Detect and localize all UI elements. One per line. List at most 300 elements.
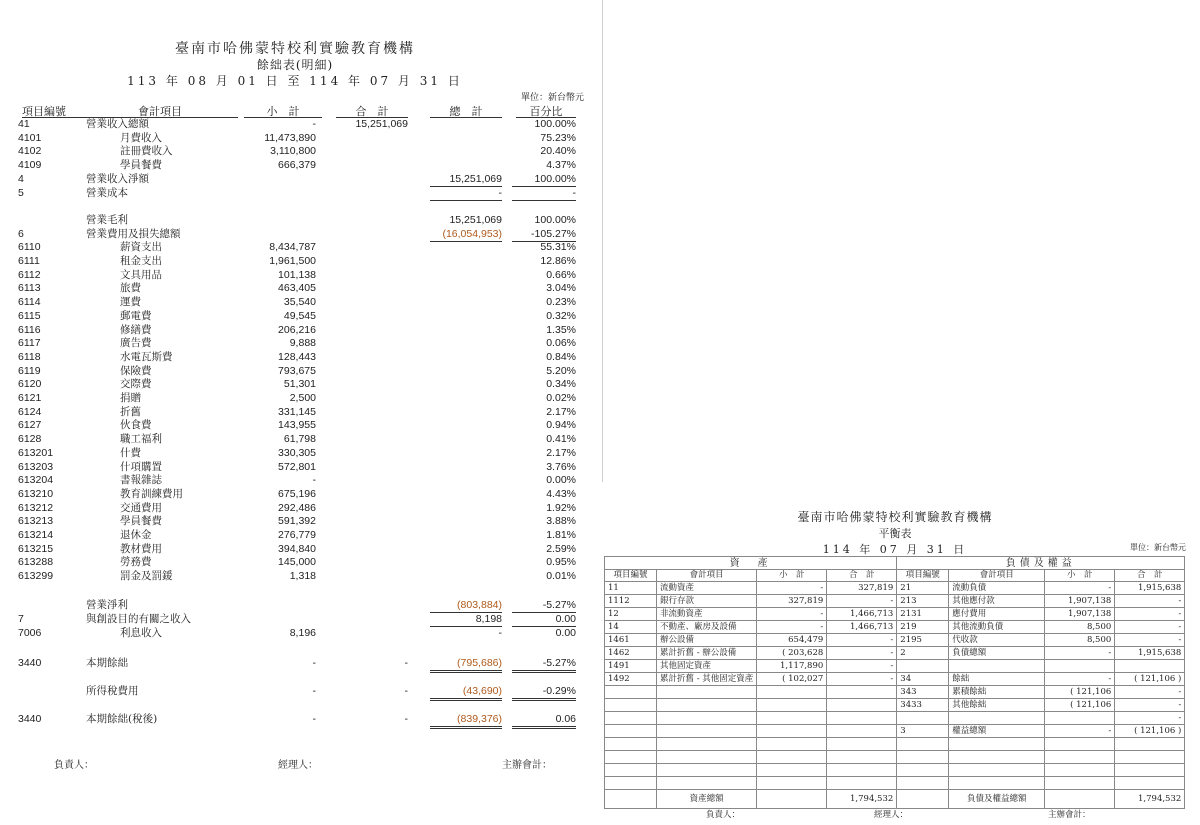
- income-row-subtotal: 3,110,800: [270, 145, 316, 158]
- balance-cell: [1115, 764, 1185, 777]
- balance-cell: [1045, 738, 1115, 751]
- balance-cell: ( 121,106: [1045, 686, 1115, 699]
- income-row-total: -: [404, 657, 408, 669]
- balance-cell: [827, 764, 897, 777]
- income-row: [0, 117, 600, 131]
- balance-cell: 219: [897, 621, 949, 634]
- income-row: [0, 268, 600, 282]
- balance-cell: -: [827, 634, 897, 647]
- income-row-name: 與創設目的有關之收入: [86, 613, 191, 625]
- balance-cell: [657, 777, 757, 790]
- income-row-percent: 2.59%: [546, 542, 576, 555]
- balance-cell: 3: [897, 725, 949, 738]
- income-row-percent: 0.23%: [546, 296, 576, 309]
- balance-cell: 小 計: [1045, 570, 1115, 582]
- income-row-name: 租金支出: [120, 255, 162, 267]
- income-row-name: 營業成本: [86, 186, 128, 199]
- balance-cell: [757, 686, 827, 699]
- income-sign-manager: 經理人：: [278, 760, 318, 771]
- income-row-code: 613204: [18, 474, 54, 487]
- balance-cell: -: [1045, 725, 1115, 738]
- income-row-percent: 2.17%: [546, 446, 576, 459]
- balance-cell: 負債總額: [949, 647, 1045, 660]
- income-row: [0, 336, 600, 350]
- income-row-percent: 3.04%: [546, 282, 576, 295]
- balance-org-title: 臺南市哈佛蒙特校利實驗教育機構: [797, 510, 993, 524]
- income-row-percent: 0.02%: [546, 392, 576, 404]
- balance-cell: -: [1045, 673, 1115, 686]
- balance-cell: 327,819: [827, 582, 897, 595]
- balance-cell: 1461: [605, 634, 657, 647]
- balance-cell: 累計折舊 - 辦公設備: [657, 647, 757, 660]
- income-row-code: 6117: [18, 337, 41, 350]
- balance-cell: 會計項目: [657, 570, 757, 582]
- balance-cell: [949, 751, 1045, 764]
- income-period: 113 年 08 月 01 日 至 114 年 07 月 31 日: [127, 74, 463, 88]
- income-row-percent: 0.84%: [546, 350, 576, 363]
- income-row-percent: 2.17%: [546, 405, 576, 418]
- income-row-subtotal: 49,545: [283, 309, 316, 322]
- balance-cell: [897, 764, 949, 777]
- balance-cell: 負債及權益總額: [949, 790, 1045, 809]
- balance-date: 114 年 07 月 31 日: [822, 543, 968, 556]
- balance-cell: -: [757, 608, 827, 621]
- balance-cell: 不動產、廠房及設備: [657, 621, 757, 634]
- income-row: [0, 144, 600, 158]
- income-row-subtotal: 143,955: [278, 419, 316, 432]
- income-row-code: 6116: [18, 323, 41, 336]
- balance-cell: -: [1115, 595, 1185, 608]
- income-row-name: 罰金及罰鍰: [120, 570, 173, 583]
- balance-cell: -: [1115, 621, 1185, 634]
- balance-cell: 1,466,713: [827, 608, 897, 621]
- income-row-subtotal: 8,196: [289, 627, 316, 639]
- income-row-percent: 0.01%: [546, 570, 576, 583]
- balance-cell: 1,907,138: [1045, 595, 1115, 608]
- income-sign-owner: 負責人：: [54, 760, 94, 771]
- balance-sign-manager: 經理人：: [874, 810, 909, 820]
- balance-cell: 流動資產: [657, 582, 757, 595]
- income-row-percent: 0.00: [512, 612, 576, 627]
- income-row-subtotal: 35,540: [283, 296, 316, 309]
- assets-section-header: 資 產: [605, 557, 897, 570]
- balance-cell: -: [1115, 712, 1185, 725]
- balance-cell: [827, 725, 897, 738]
- income-row-subtotal: 145,000: [278, 556, 316, 569]
- balance-cell: ( 121,106: [1045, 699, 1115, 712]
- balance-cell: 合 計: [1115, 570, 1185, 582]
- balance-cell: 1492: [605, 673, 657, 686]
- balance-cell: -: [827, 673, 897, 686]
- balance-cell: -: [757, 621, 827, 634]
- balance-unit: 單位：新台幣元: [1130, 543, 1186, 552]
- income-row-code: 41: [18, 118, 30, 130]
- balance-cell: -: [757, 582, 827, 595]
- balance-cell: 11: [605, 582, 657, 595]
- income-row: [0, 295, 600, 309]
- income-row-percent: 0.34%: [546, 378, 576, 391]
- balance-cell: 2131: [897, 608, 949, 621]
- income-row-code: 6114: [18, 296, 41, 309]
- balance-cell: 34: [897, 673, 949, 686]
- income-sign-accountant: 主辦會計：: [502, 760, 552, 771]
- balance-sign-owner: 負責人：: [706, 810, 741, 820]
- balance-row: [605, 595, 1185, 608]
- balance-cell: [605, 764, 657, 777]
- income-row: [0, 131, 600, 145]
- page-divider: [602, 0, 603, 482]
- income-row-subtotal: 1,318: [289, 570, 316, 583]
- income-row: [0, 555, 600, 569]
- income-row: [0, 240, 600, 254]
- balance-row: [605, 777, 1185, 790]
- balance-cell: 辦公設備: [657, 634, 757, 647]
- balance-cell: 代收款: [949, 634, 1045, 647]
- balance-cell: -: [827, 660, 897, 673]
- income-row-subtotal: -: [312, 713, 316, 725]
- balance-cell: 權益總額: [949, 725, 1045, 738]
- balance-cell: 項目編號: [605, 570, 657, 582]
- income-row-name: 教育訓練費用: [120, 487, 183, 500]
- balance-sign-accountant: 主辦會計：: [1048, 810, 1091, 820]
- income-row-code: 613213: [18, 515, 54, 528]
- income-row-code: 6111: [18, 255, 40, 267]
- income-row-percent: 0.00%: [546, 474, 576, 487]
- income-header-grand: 總 計: [430, 103, 502, 118]
- income-row-percent: 0.94%: [546, 419, 576, 432]
- income-row-grand-total: (839,376): [430, 712, 502, 729]
- income-row-name: 註冊費收入: [120, 145, 173, 158]
- balance-cell: 小 計: [757, 570, 827, 582]
- income-org-title: 臺南市哈佛蒙特校利實驗教育機構: [175, 41, 415, 57]
- income-row-code: 4109: [18, 159, 42, 172]
- income-row-name: 所得稅費用: [86, 685, 139, 697]
- income-row-name: 本期餘絀: [86, 657, 128, 669]
- income-row-code: 6113: [18, 282, 41, 295]
- income-row: [0, 364, 600, 378]
- income-row-code: 613210: [18, 487, 54, 500]
- income-row-name: 利息收入: [120, 627, 162, 639]
- income-row-percent: 20.40%: [540, 145, 576, 158]
- income-row: [0, 227, 600, 241]
- balance-cell: [827, 777, 897, 790]
- balance-cell: 非流動資產: [657, 608, 757, 621]
- balance-cell: 累計折舊 - 其他固定資產: [657, 673, 757, 686]
- balance-cell: [1045, 777, 1115, 790]
- income-row-subtotal: 1,961,500: [269, 255, 316, 267]
- income-row: [0, 514, 600, 528]
- income-row-name: 旅費: [120, 282, 141, 295]
- income-row-subtotal: -: [312, 474, 316, 487]
- balance-row: [605, 621, 1185, 634]
- balance-cell: 213: [897, 595, 949, 608]
- balance-cell: 343: [897, 686, 949, 699]
- income-row-name: 營業毛利: [86, 213, 128, 226]
- balance-cell: [757, 738, 827, 751]
- income-header-total: 合 計: [336, 103, 408, 118]
- balance-cell: [949, 764, 1045, 777]
- income-row-total: 15,251,069: [355, 118, 408, 130]
- income-row-name: 廣告費: [120, 337, 152, 350]
- income-row-percent: 75.23%: [540, 131, 576, 144]
- income-row-percent: -0.29%: [512, 684, 576, 701]
- income-row-code: 6110: [18, 241, 41, 254]
- balance-cell: -: [1115, 686, 1185, 699]
- income-row: [0, 626, 600, 640]
- income-row-name: 勞務費: [120, 556, 152, 569]
- balance-cell: 12: [605, 608, 657, 621]
- balance-cell: [757, 751, 827, 764]
- balance-cell: [897, 738, 949, 751]
- balance-total-row: [605, 790, 1185, 809]
- income-row-subtotal: -: [312, 118, 316, 130]
- income-row: [0, 377, 600, 391]
- balance-cell: ( 102,027: [757, 673, 827, 686]
- income-row-subtotal: 61,798: [283, 433, 316, 446]
- balance-cell: 餘絀: [949, 673, 1045, 686]
- income-row-name: 學員餐費: [120, 515, 162, 528]
- income-row-percent: 1.35%: [546, 323, 576, 336]
- balance-row: [605, 738, 1185, 751]
- income-row-grand-total: (795,686): [430, 656, 502, 673]
- balance-cell: 銀行存款: [657, 595, 757, 608]
- income-row-grand-total: -: [430, 186, 502, 201]
- liabilities-section-header: 負債及權益: [897, 557, 1185, 570]
- income-row-name: 郵電費: [120, 309, 152, 322]
- income-row-name: 什項購置: [120, 460, 162, 473]
- income-row-subtotal: 394,840: [278, 542, 316, 555]
- income-row-code: 6127: [18, 419, 42, 432]
- balance-cell: [949, 738, 1045, 751]
- balance-cell: 1,915,638: [1115, 582, 1185, 595]
- income-row-code: 6121: [18, 392, 42, 404]
- income-row-subtotal: 2,500: [289, 392, 316, 404]
- balance-cell: [827, 712, 897, 725]
- income-row-code: 613288: [18, 556, 54, 569]
- income-row-code: 7: [18, 613, 24, 625]
- balance-cell: [605, 712, 657, 725]
- balance-cell: [949, 712, 1045, 725]
- income-row-subtotal: 463,405: [278, 282, 316, 295]
- income-row-subtotal: 276,779: [278, 529, 316, 541]
- income-row-name: 職工福利: [120, 433, 162, 446]
- balance-cell: [657, 738, 757, 751]
- balance-cell: [1115, 738, 1185, 751]
- balance-cell: 其他固定資產: [657, 660, 757, 673]
- income-row-code: 6124: [18, 405, 42, 418]
- balance-cell: -: [1045, 582, 1115, 595]
- income-row: [0, 446, 600, 460]
- balance-cell: -: [827, 595, 897, 608]
- balance-row: [605, 634, 1185, 647]
- income-header-pct: 百分比: [516, 103, 576, 118]
- income-row-percent: 5.20%: [546, 364, 576, 377]
- income-row-subtotal: 331,145: [278, 405, 316, 418]
- income-row: [0, 528, 600, 542]
- income-row-percent: 100.00%: [512, 172, 576, 187]
- balance-cell: 3433: [897, 699, 949, 712]
- income-row-name: 伙食費: [120, 419, 152, 432]
- income-row-percent: 0.32%: [546, 309, 576, 322]
- income-row-name: 捐贈: [120, 392, 141, 404]
- balance-cell: -: [1115, 634, 1185, 647]
- balance-cell: [657, 699, 757, 712]
- balance-cell: 1,466,713: [827, 621, 897, 634]
- balance-report-title: 平衡表: [878, 527, 912, 540]
- income-row-name: 學員餐費: [120, 159, 162, 172]
- balance-cell: 項目編號: [897, 570, 949, 582]
- balance-cell: ( 121,106 ): [1115, 725, 1185, 738]
- balance-cell: 1,117,890: [757, 660, 827, 673]
- income-row-name: 書報雜誌: [120, 474, 162, 487]
- income-row-code: 5: [18, 186, 24, 199]
- income-row-name: 薪資支出: [120, 241, 162, 254]
- income-row-grand-total: (16,054,953): [430, 227, 502, 242]
- income-row: [0, 309, 600, 323]
- income-row-percent: 4.37%: [546, 159, 576, 172]
- income-row: [0, 323, 600, 337]
- income-row-subtotal: 128,443: [278, 350, 316, 363]
- balance-cell: 1,794,532: [1115, 790, 1185, 809]
- income-row-name: 運費: [120, 296, 141, 309]
- balance-cell: [1045, 751, 1115, 764]
- income-row-name: 營業收入淨額: [86, 172, 149, 185]
- balance-row: [605, 660, 1185, 673]
- income-row-percent: 0.41%: [546, 433, 576, 446]
- balance-row: [605, 764, 1185, 777]
- balance-cell: 14: [605, 621, 657, 634]
- balance-cell: [827, 751, 897, 764]
- balance-cell: 1,794,532: [827, 790, 897, 809]
- balance-cell: [657, 764, 757, 777]
- income-row-code: 613212: [18, 501, 54, 514]
- balance-cell: [605, 725, 657, 738]
- balance-row: [605, 712, 1185, 725]
- balance-cell: [1045, 764, 1115, 777]
- balance-header-row: [605, 570, 1185, 582]
- balance-cell: 流動負債: [949, 582, 1045, 595]
- income-report-title: 餘絀表(明細): [256, 58, 334, 72]
- income-row: [0, 487, 600, 501]
- income-header-subtotal: 小 計: [244, 103, 322, 118]
- balance-cell: 資產總額: [657, 790, 757, 809]
- income-row-name: 修繕費: [120, 323, 152, 336]
- balance-cell: -: [827, 647, 897, 660]
- income-header-code: 項目編號: [22, 103, 82, 118]
- income-row: [0, 473, 600, 487]
- balance-cell: -: [1045, 647, 1115, 660]
- balance-cell: 1,915,638: [1115, 647, 1185, 660]
- balance-cell: [757, 777, 827, 790]
- income-row: [0, 501, 600, 515]
- income-row: [0, 281, 600, 295]
- income-row-percent: 100.00%: [534, 118, 576, 130]
- balance-cell: [757, 764, 827, 777]
- income-row-percent: -5.27%: [512, 656, 576, 673]
- income-row-subtotal: 793,675: [278, 364, 316, 377]
- balance-cell: [949, 777, 1045, 790]
- balance-cell: [1045, 712, 1115, 725]
- balance-cell: [657, 751, 757, 764]
- income-row-code: 6128: [18, 433, 42, 446]
- balance-cell: [827, 738, 897, 751]
- balance-cell: [949, 660, 1045, 673]
- income-row-percent: 3.76%: [546, 460, 576, 473]
- balance-row: [605, 699, 1185, 712]
- balance-row: [605, 647, 1185, 660]
- balance-cell: [605, 777, 657, 790]
- balance-cell: [897, 790, 949, 809]
- income-row: [0, 405, 600, 419]
- income-row-code: 7006: [18, 627, 42, 639]
- balance-cell: 其他應付款: [949, 595, 1045, 608]
- income-row-percent: 3.88%: [546, 515, 576, 528]
- balance-row: [605, 725, 1185, 738]
- balance-cell: 合 計: [827, 570, 897, 582]
- income-row-percent: 100.00%: [534, 213, 576, 226]
- income-row-percent: -: [512, 186, 576, 201]
- income-row-name: 保險費: [120, 364, 152, 377]
- income-row-name: 什費: [120, 446, 141, 459]
- income-row-subtotal: 572,801: [278, 460, 316, 473]
- income-row-grand-total: 15,251,069: [449, 213, 502, 226]
- income-row-percent: -105.27%: [512, 227, 576, 242]
- balance-cell: -: [1115, 699, 1185, 712]
- balance-cell: [657, 712, 757, 725]
- income-row-grand-total: (43,690): [430, 684, 502, 701]
- balance-cell: [1115, 777, 1185, 790]
- income-row-name: 月費收入: [120, 131, 162, 144]
- balance-cell: 8,500: [1045, 621, 1115, 634]
- income-row-subtotal: 666,379: [278, 159, 316, 172]
- income-row-percent: 4.43%: [546, 487, 576, 500]
- balance-cell: 其他流動負債: [949, 621, 1045, 634]
- income-row: [0, 460, 600, 474]
- income-row-name: 交際費: [120, 378, 152, 391]
- income-row: [0, 418, 600, 432]
- income-row-name: 交通費用: [120, 501, 162, 514]
- income-row: [0, 432, 600, 446]
- income-row: [0, 391, 600, 405]
- balance-cell: [757, 699, 827, 712]
- income-row-name: 營業淨利: [86, 599, 128, 611]
- balance-cell: [605, 751, 657, 764]
- income-row-subtotal: 8,434,787: [269, 241, 316, 254]
- balance-cell: 累積餘絀: [949, 686, 1045, 699]
- balance-cell: 2: [897, 647, 949, 660]
- income-row-name: 營業費用及損失總額: [86, 227, 181, 240]
- balance-cell: [605, 738, 657, 751]
- balance-cell: [897, 660, 949, 673]
- balance-cell: ( 203,628: [757, 647, 827, 660]
- income-row-code: 4102: [18, 145, 42, 158]
- income-row: [0, 199, 600, 213]
- income-row-percent: -5.27%: [512, 598, 576, 613]
- income-row-subtotal: 292,486: [278, 501, 316, 514]
- income-row: [0, 569, 600, 583]
- balance-cell: 1462: [605, 647, 657, 660]
- income-row: [0, 598, 600, 612]
- balance-cell: 2195: [897, 634, 949, 647]
- income-row-grand-total: (803,884): [430, 598, 502, 613]
- balance-cell: 21: [897, 582, 949, 595]
- income-row-total: -: [404, 685, 408, 697]
- income-row: [0, 656, 600, 670]
- income-row-name: 本期餘絀(稅後): [86, 713, 158, 725]
- income-row-subtotal: 101,138: [278, 268, 316, 281]
- balance-cell: [605, 686, 657, 699]
- balance-cell: [897, 712, 949, 725]
